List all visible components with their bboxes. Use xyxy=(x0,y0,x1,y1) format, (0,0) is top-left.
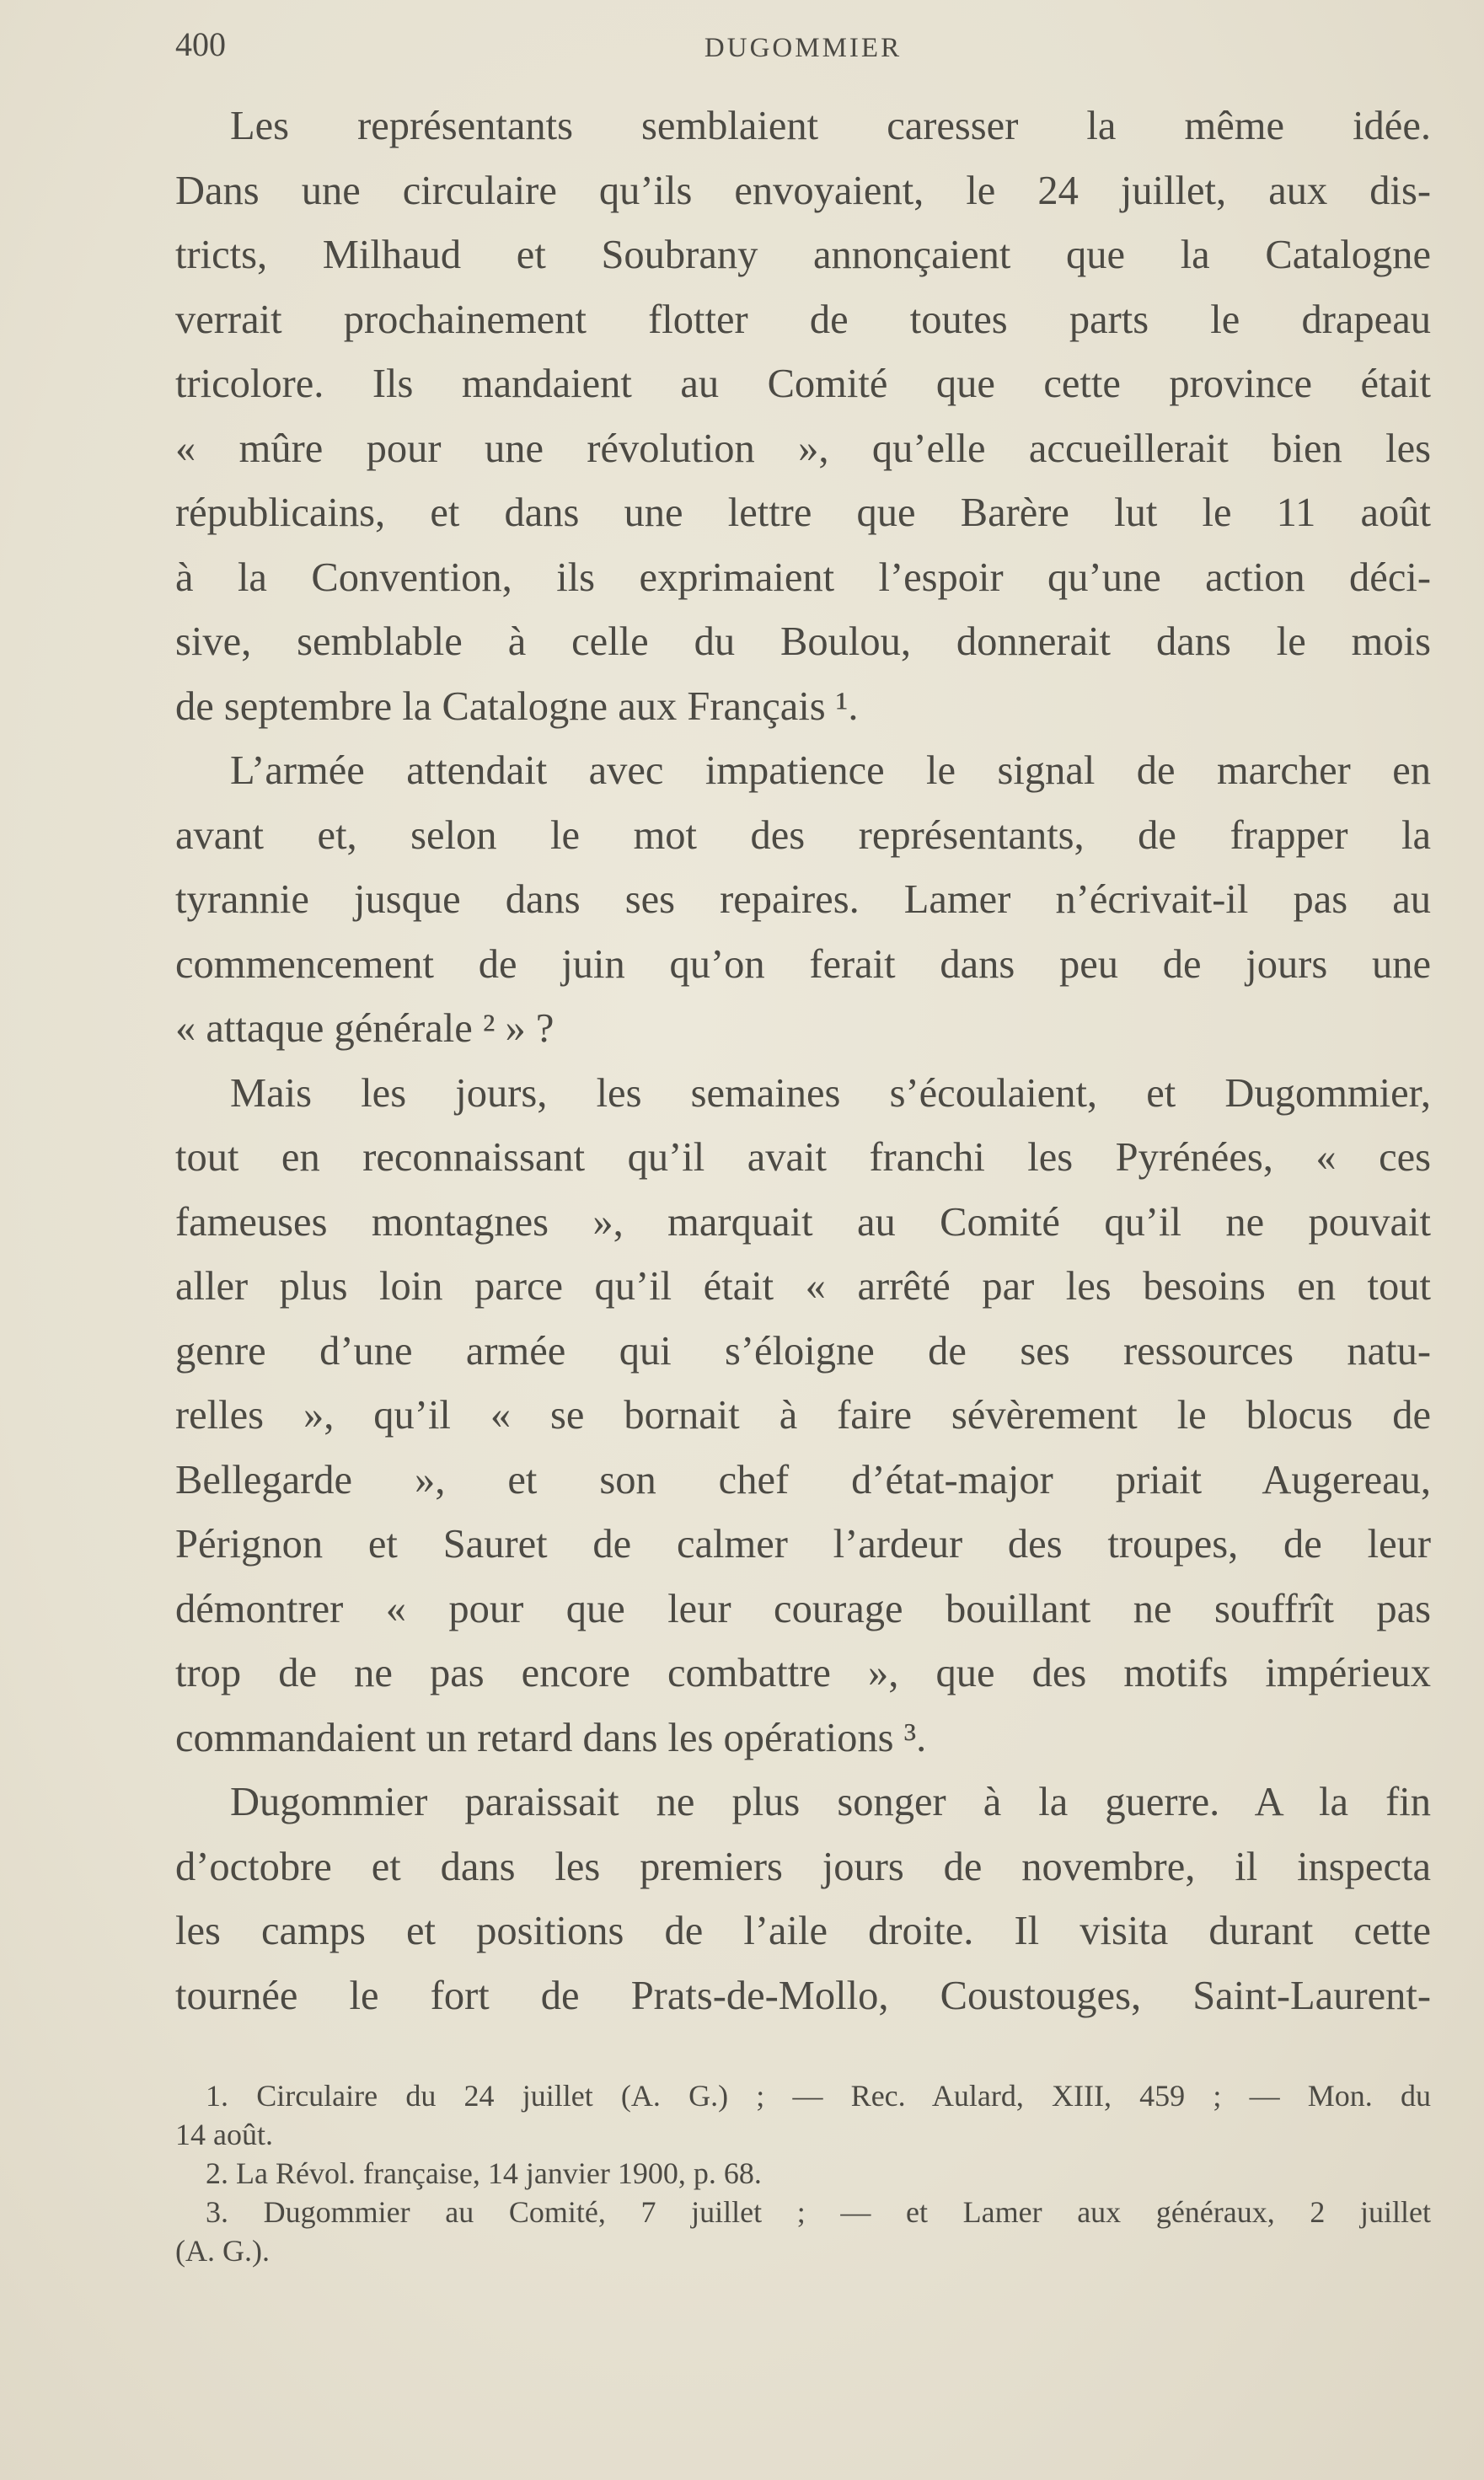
page-header xyxy=(175,24,1431,74)
text-line: Dugommier paraissait ne plus songer à la guerre. A la fin xyxy=(230,1780,1431,1824)
text-line: relles », qu’il « se bornait à faire sévèrement le blocus de xyxy=(175,1393,1431,1438)
text-line: Dans une circulaire qu’ils envoyaient, le 24 juillet, aux dis- xyxy=(175,168,1431,213)
footnote-line: 1. Circulaire du 24 juillet (A. G.) ; — Rec. Aulard, XIII, 459 ; — Mon. du xyxy=(206,2079,1431,2113)
text-line: Mais les jours, les semaines s’écoulaient, et Dugommier, xyxy=(230,1070,1431,1116)
text-line: tournée le fort de Prats-de-Mollo, Coustouges, Saint-Laurent- xyxy=(175,1973,1431,2018)
text-line: L’armée attendait avec impatience le signal de marcher en xyxy=(230,748,1431,793)
text-line: démontrer « pour que leur courage bouillant ne souffrît pas xyxy=(175,1586,1431,1631)
text-line: avant et, selon le mot des représentants, de frapper la xyxy=(175,812,1431,858)
text-line: « attaque générale ² » ? xyxy=(175,1006,554,1051)
running-title: DUGOMMIER xyxy=(704,33,903,63)
footnote-line: 14 août. xyxy=(175,2118,273,2151)
text-line: de septembre la Catalogne aux Français ¹. xyxy=(175,683,859,729)
footnote-line: (A. G.). xyxy=(175,2234,270,2268)
text-line: commencement de juin qu’on ferait dans peu de jours une xyxy=(175,941,1431,987)
page-number: 400 xyxy=(175,25,226,63)
text-line: commandaient un retard dans les opérations ³. xyxy=(175,1715,927,1760)
text-line: les camps et positions de l’aile droite. Il visita durant cette xyxy=(175,1909,1431,1953)
text-line: genre d’une armée qui s’éloigne de ses ressources natu- xyxy=(175,1328,1431,1374)
text-line: Bellegarde », et son chef d’état-major priait Augereau, xyxy=(175,1457,1431,1502)
text-line: à la Convention, ils exprimaient l’espoir qu’une action déci- xyxy=(175,554,1431,600)
text-line: trop de ne pas encore combattre », que des motifs impérieux xyxy=(175,1651,1431,1695)
text-line: Pérignon et Sauret de calmer l’ardeur des troupes, de leur xyxy=(175,1522,1431,1567)
text-line: tricolore. Ils mandaient au Comité que cette province était xyxy=(175,362,1431,406)
footnote-line: 2. La Révol. française, 14 janvier 1900, p. 68. xyxy=(206,2156,762,2190)
text-line: républicains, et dans une lettre que Barère lut le 11 août xyxy=(175,490,1431,535)
text-line: fameuses montagnes », marquait au Comité qu’il ne pouvait xyxy=(175,1199,1431,1245)
text-line: tricts, Milhaud et Soubrany annonçaient que la Catalogne xyxy=(175,233,1431,277)
text-line: tyrannie jusque dans ses repaires. Lamer n’écrivait-il pas au xyxy=(175,877,1431,922)
text-line: d’octobre et dans les premiers jours de novembre, il inspecta xyxy=(175,1844,1431,1889)
main-text xyxy=(175,94,1431,2028)
text-line: tout en reconnaissant qu’il avait franchi les Pyrénées, « ces xyxy=(175,1135,1431,1180)
text-line: aller plus loin parce qu’il était « arrêté par les besoins en tout xyxy=(175,1264,1431,1309)
text-line: Les représentants semblaient caresser la même idée. xyxy=(230,104,1431,148)
text-line: sive, semblable à celle du Boulou, donnerait dans le mois xyxy=(175,619,1431,664)
footnotes xyxy=(175,2076,1431,2270)
text-line: « mûre pour une révolution », qu’elle accueillerait bien les xyxy=(175,426,1431,471)
footnote-line: 3. Dugommier au Comité, 7 juillet ; — et Lamer aux généraux, 2 juillet xyxy=(206,2195,1431,2229)
text-line: verrait prochainement flotter de toutes parts le drapeau xyxy=(175,297,1431,342)
